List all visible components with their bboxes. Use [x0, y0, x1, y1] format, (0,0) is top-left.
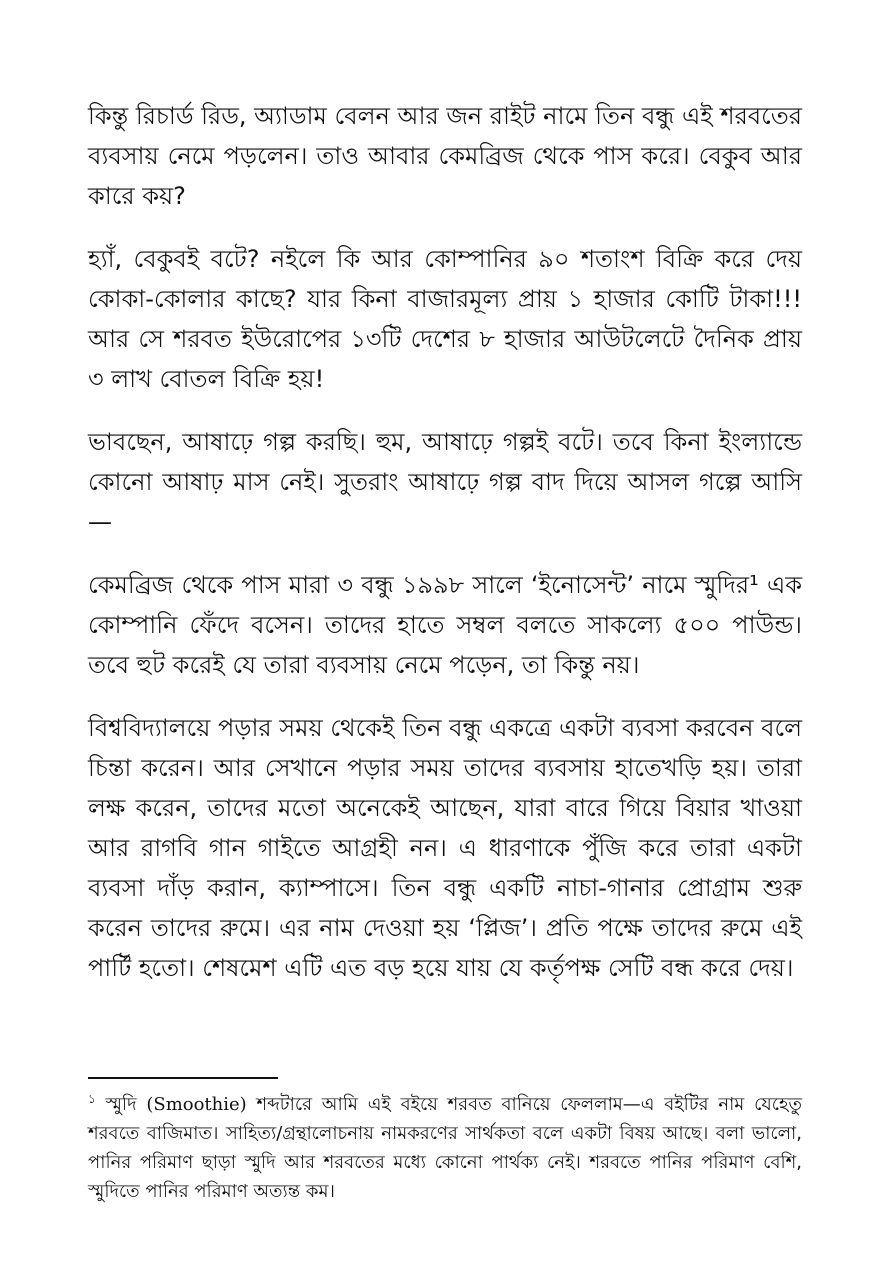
page-body — [88, 96, 802, 1011]
paragraph-4: কেমব্রিজ থেকে পাস মারা ৩ বন্ধু ১৯৯৮ সালে ‘ইনোসেন্ট’ নামে স্মুদির¹ এক কোম্পানি ফেঁদে বসেন। তাদের হাতে সম্বল বলতে সাকল্যে ৫০০ পাউন্ড। তবে হুট করেই যে তারা ব্যবসায় নেমে পড়েন, তা কিন্তু নয়। — [88, 571, 802, 679]
paragraph-2: হ্যাঁ, বেকুবই বটে? নইলে কি আর কোম্পানির ৯০ শতাংশ বিক্রি করে দেয় কোকা-কোলার কাছে? যার কিনা বাজারমূল্য প্রায় ১ হাজার কোটি টাকা!!! আর সে শরবত ইউরোপের ১৩টি দেশের ৮ হাজার আউটলেটে দৈনিক প্রায় ৩ লাখ বোতল বিক্রি হয়! — [88, 245, 802, 393]
footnote-marker: ১ — [88, 1092, 96, 1106]
footnote — [88, 1090, 802, 1206]
paragraph-5: বিশ্ববিদ্যালয়ে পড়ার সময় থেকেই তিন বন্ধু একত্রে একটা ব্যবসা করবেন বলে চিন্তা করেন। আর সেখানে পড়ার সময় তাদের ব্যবসায় হাতেখড়ি হয়। তারা লক্ষ করেন, তাদের মতো অনেকেই আছেন, যারা বারে গিয়ে বিয়ার খাওয়া আর রাগবি গান গাইতে আগ্রহী নন। এ ধারণাকে পুঁজি করে তারা একটা ব্যবসা দাঁড় করান, ক্যাম্পাসে। তিন বন্ধু একটি নাচা-গানার প্রোগ্রাম শুরু করেন তাদের রুমে। এর নাম দেওয়া হয় ‘প্লিজ’। প্রতি পক্ষে তাদের রুমে এই পার্টি হতো। শেষমেশ এটি এত বড় হয়ে যায় যে কর্তৃপক্ষ সেটি বন্ধ করে দেয়। — [88, 714, 802, 982]
paragraph-3: ভাবছেন, আষাঢ়ে গল্প করছি। হুম, আষাঢ়ে গল্পই বটে। তবে কিনা ইংল্যান্ডে কোনো আষাঢ় মাস নেই। সুতরাং আষাঢ়ে গল্প বাদ দিয়ে আসল গল্পে আসি— — [88, 428, 802, 536]
paragraph-1: কিন্তু রিচার্ড রিড, অ্যাডাম বেলন আর জন রাইট নামে তিন বন্ধু এই শরবতের ব্যবসায় নেমে পড়লেন। তাও আবার কেমব্রিজ থেকে পাস করে। বেকুব আর কারে কয়? — [88, 102, 802, 210]
footnote-term: স্মুদি (Smoothie) — [105, 1094, 247, 1115]
footnote-divider — [88, 1077, 278, 1079]
footnote-text: শব্দটারে আমি এই বইয়ে শরবত বানিয়ে ফেললাম—এ বইটির নাম যেহেতু শরবতে বাজিমাত। সাহিত্য/গ্রন্থালোচনায় নামকরণের সার্থকতা বলে একটা বিষয় আছে। বলা ভালো, পানির পরিমাণ ছাড়া স্মুদি আর শরবতের মধ্যে কোনো পার্থক্য নেই। শরবতে পানির পরিমাণ বেশি, স্মুদিতে পানির পরিমাণ অত্যন্ত কম। — [88, 1094, 802, 1202]
